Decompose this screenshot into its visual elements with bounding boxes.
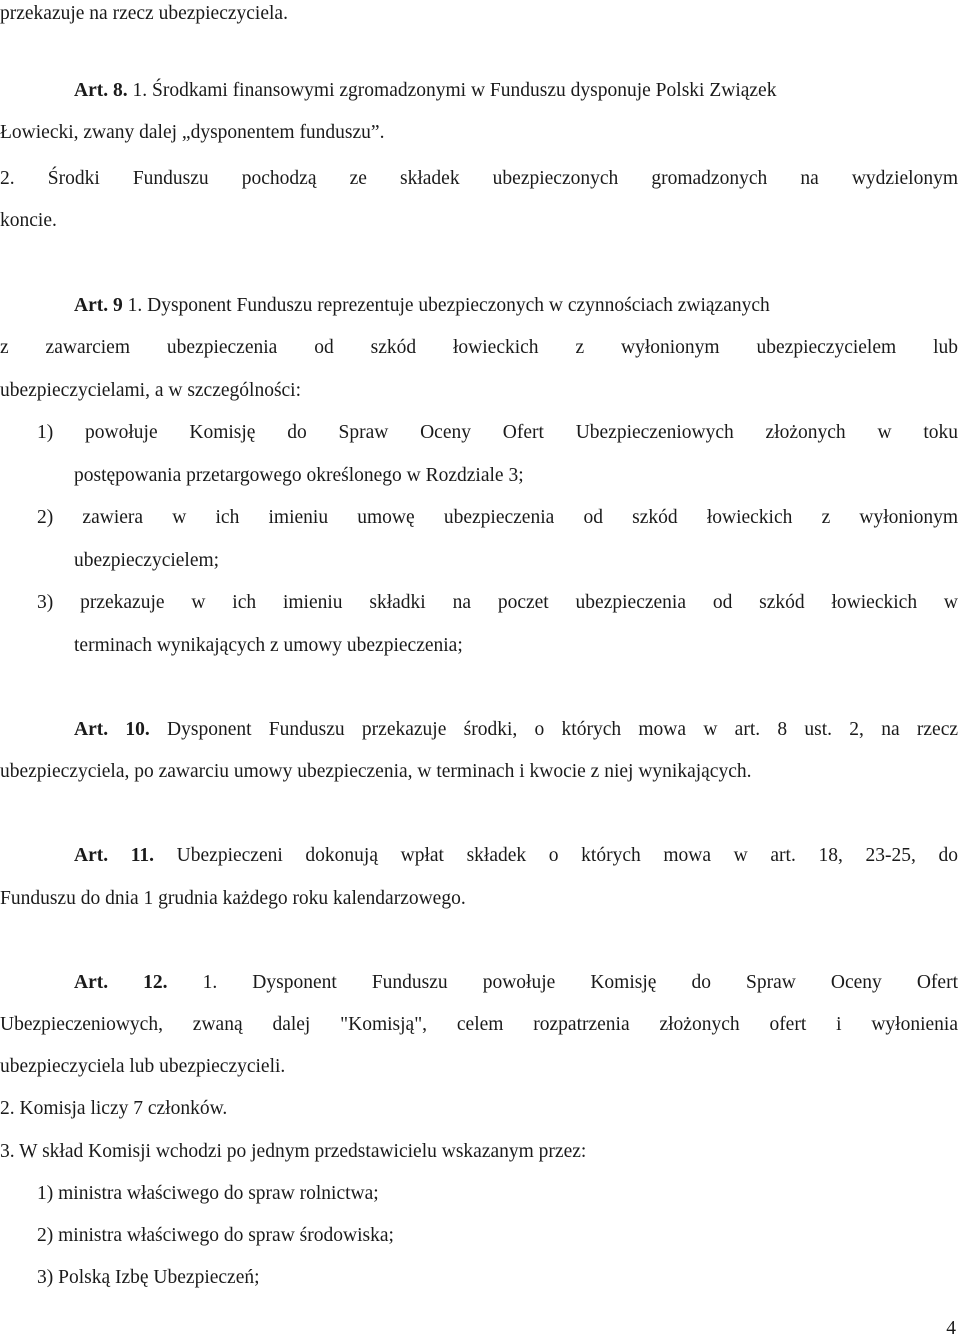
art-12-heading-line: [74, 968, 958, 998]
article-number: Art. 12.: [74, 972, 168, 993]
article-number: Art. 11.: [74, 845, 155, 866]
page-number: 4: [946, 1318, 956, 1339]
text-line: 2. Komisja liczy 7 członków.: [0, 1098, 228, 1119]
list-item: 3) Polską Izbę Ubezpieczeń;: [37, 1267, 260, 1288]
text-line: ubezpieczycielami, a w szczególności:: [0, 380, 302, 401]
text-line: przekazuje na rzecz ubezpieczyciela.: [0, 3, 288, 24]
list-item: 2) zawiera w ich imieniu umowę ubezpieczenia od szkód łowieckich z wyłonionym: [37, 507, 958, 528]
article-text: 1. Dysponent Funduszu powołuje Komisję do Spraw Oceny Ofert: [167, 972, 958, 993]
list-item: 1) powołuje Komisję do Spraw Oceny Ofert Ubezpieczeniowych złożonych w toku: [37, 422, 958, 443]
text-line: ubezpieczyciela, po zawarciu umowy ubezpieczenia, w terminach i kwocie z niej wynikających.: [0, 761, 752, 782]
art-9-heading-line: [74, 291, 958, 321]
article-text: 1. Dysponent Funduszu reprezentuje ubezpieczonych w czynnościach związanych: [122, 295, 770, 316]
list-item-continuation: postępowania przetargowego określonego w Rozdziale 3;: [74, 465, 524, 486]
art-8-heading-line: [74, 76, 958, 106]
article-text: 1. Środkami finansowymi zgromadzonymi w Funduszu dysponuje Polski Związek: [127, 80, 777, 101]
art-10-heading-line: [74, 715, 958, 745]
text-line: Łowiecki, zwany dalej „dysponentem funduszu”.: [0, 122, 385, 143]
article-number: Art. 10.: [74, 719, 150, 740]
article-text: Dysponent Funduszu przekazuje środki, o których mowa w art. 8 ust. 2, na rzecz: [149, 719, 959, 740]
list-item: 2) ministra właściwego do spraw środowiska;: [37, 1225, 394, 1246]
list-item: 3) przekazuje w ich imieniu składki na poczet ubezpieczenia od szkód łowieckich w: [37, 592, 958, 613]
article-text: Ubezpieczeni dokonują wpłat składek o których mowa w art. 18, 23-25, do: [154, 845, 958, 866]
article-number: Art. 9: [74, 295, 123, 316]
text-line: ubezpieczyciela lub ubezpieczycieli.: [0, 1056, 286, 1077]
list-item-continuation: terminach wynikających z umowy ubezpieczenia;: [74, 635, 463, 656]
art-11-heading-line: [74, 841, 958, 871]
text-line: koncie.: [0, 210, 57, 231]
list-item: 1) ministra właściwego do spraw rolnictwa;: [37, 1183, 379, 1204]
text-line: 3. W skład Komisji wchodzi po jednym przedstawicielu wskazanym przez:: [0, 1141, 587, 1162]
text-line: Ubezpieczeniowych, zwaną dalej "Komisją", celem rozpatrzenia złożonych ofert i wyłonienia: [0, 1014, 958, 1035]
article-number: Art. 8.: [74, 80, 128, 101]
list-item-continuation: ubezpieczycielem;: [74, 550, 220, 571]
text-line: z zawarciem ubezpieczenia od szkód łowieckich z wyłonionym ubezpieczycielem lub: [0, 337, 958, 358]
text-line: 2. Środki Funduszu pochodzą ze składek ubezpieczonych gromadzonych na wydzielonym: [0, 168, 958, 189]
text-line: Funduszu do dnia 1 grudnia każdego roku kalendarzowego.: [0, 888, 466, 909]
